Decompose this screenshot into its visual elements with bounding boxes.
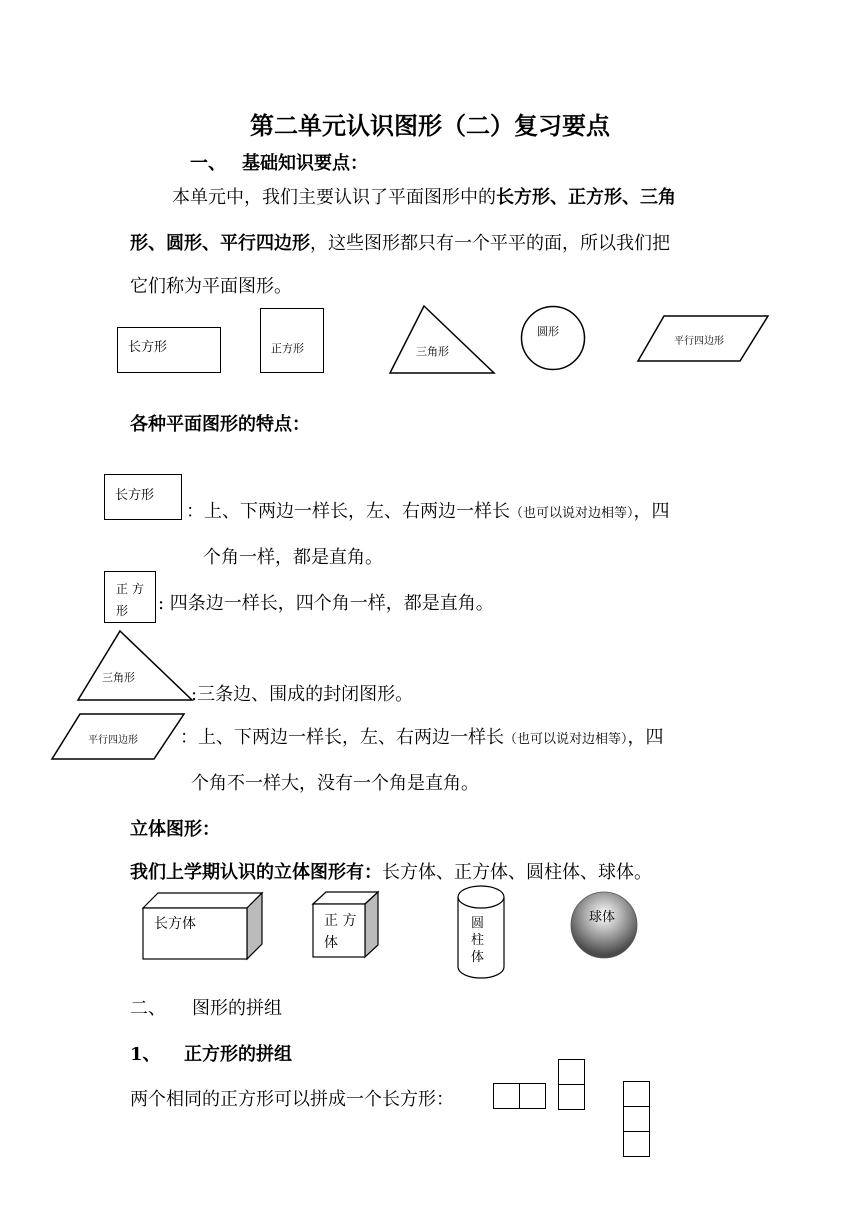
feature-rectangle-shape xyxy=(104,474,182,520)
intro-line-3: 它们称为平面图形。 xyxy=(130,276,292,297)
solid-heading: 立体图形： xyxy=(130,819,220,840)
combine-text: 两个相同的正方形可以拼成一个长方形： xyxy=(130,1089,454,1110)
solid-label: 体 xyxy=(324,935,338,951)
sphere-shape xyxy=(570,891,638,959)
solid-label: 正 方 xyxy=(324,913,357,929)
section-number: 一、 xyxy=(190,153,226,174)
solid-label: 球体 xyxy=(589,910,616,925)
shape-label: 平行四边形 xyxy=(674,336,724,347)
shape-label: 形 xyxy=(116,604,129,618)
intro-line-2 xyxy=(130,229,670,255)
subsection-number: 1、 xyxy=(130,1044,161,1065)
triangle-shape xyxy=(388,305,496,375)
circle-shape xyxy=(520,305,586,371)
section-number: 二、 xyxy=(130,998,166,1019)
feature-text: ，四 xyxy=(627,727,664,748)
shape-label: 正 方 xyxy=(116,582,144,596)
section-heading: 基础知识要点： xyxy=(242,153,368,174)
shape-label: 平行四边形 xyxy=(88,735,138,746)
feature-note: （也可以说对边相等） xyxy=(510,506,634,521)
solid-line-bold: 我们上学期认识的立体图形有： xyxy=(130,862,382,883)
square-shape xyxy=(260,308,324,373)
parallelogram-feature-line-1 xyxy=(180,723,664,749)
rectangle-feature-line-2: 个角一样，都是直角。 xyxy=(203,547,383,568)
page-title: 第二单元认识图形（二）复习要点 xyxy=(250,111,610,140)
section-heading: 图形的拼组 xyxy=(192,998,282,1019)
intro-text: 本单元中，我们主要认识了平面图形中的 xyxy=(172,187,496,208)
cylinder-shape xyxy=(456,885,506,981)
shape-label: 三角形 xyxy=(102,671,135,684)
feature-triangle-shape xyxy=(76,630,194,702)
parallelogram-shape xyxy=(636,315,770,363)
triangle-feature-text: :三条边、围成的封闭图形。 xyxy=(191,684,414,705)
solid-label: 长方体 xyxy=(154,916,196,932)
intro-bold: 长方形、正方形、三角 xyxy=(496,187,676,208)
solid-label: 体 xyxy=(471,950,485,965)
shape-label: 长方形 xyxy=(128,340,168,355)
intro-line-1 xyxy=(172,183,676,209)
combine-square xyxy=(558,1059,585,1085)
shape-label: 三角形 xyxy=(416,345,449,358)
rectangle-feature-line-1 xyxy=(186,497,670,523)
rectangle-shape xyxy=(117,327,221,373)
parallelogram-feature-line-2: 个角不一样大，没有一个角是直角。 xyxy=(191,773,479,794)
solid-label: 柱 xyxy=(471,933,485,948)
cuboid-shape xyxy=(142,892,264,962)
combine-square xyxy=(623,1106,650,1132)
feature-note: （也可以说对边相等） xyxy=(504,732,628,747)
solid-line xyxy=(130,858,652,884)
feature-parallelogram-shape xyxy=(50,713,186,761)
combine-square xyxy=(623,1081,650,1107)
cube-shape xyxy=(312,891,380,959)
shape-label: 长方形 xyxy=(115,488,155,503)
combine-square xyxy=(558,1084,585,1110)
combine-square xyxy=(493,1083,520,1109)
combine-square xyxy=(519,1083,546,1109)
feature-text: ：上、下两边一样长，左、右两边一样长 xyxy=(180,727,504,748)
intro-bold: 形、圆形、平行四边形 xyxy=(130,233,310,254)
solid-line-text: 长方体、正方体、圆柱体、球体。 xyxy=(382,862,652,883)
features-heading: 各种平面图形的特点： xyxy=(130,414,310,435)
feature-text: ，四 xyxy=(633,501,670,522)
square-feature-text: : 四条边一样长，四个角一样，都是直角。 xyxy=(158,593,494,614)
shape-label: 圆形 xyxy=(537,325,559,338)
feature-square-shape xyxy=(104,571,156,623)
feature-text: ：上、下两边一样长，左、右两边一样长 xyxy=(186,501,510,522)
subsection-heading: 正方形的拼组 xyxy=(184,1044,292,1065)
solid-label: 圆 xyxy=(471,916,485,931)
intro-text: ，这些图形都只有一个平平的面，所以我们把 xyxy=(310,233,670,254)
shape-label: 正方形 xyxy=(271,342,304,355)
combine-square xyxy=(623,1131,650,1157)
